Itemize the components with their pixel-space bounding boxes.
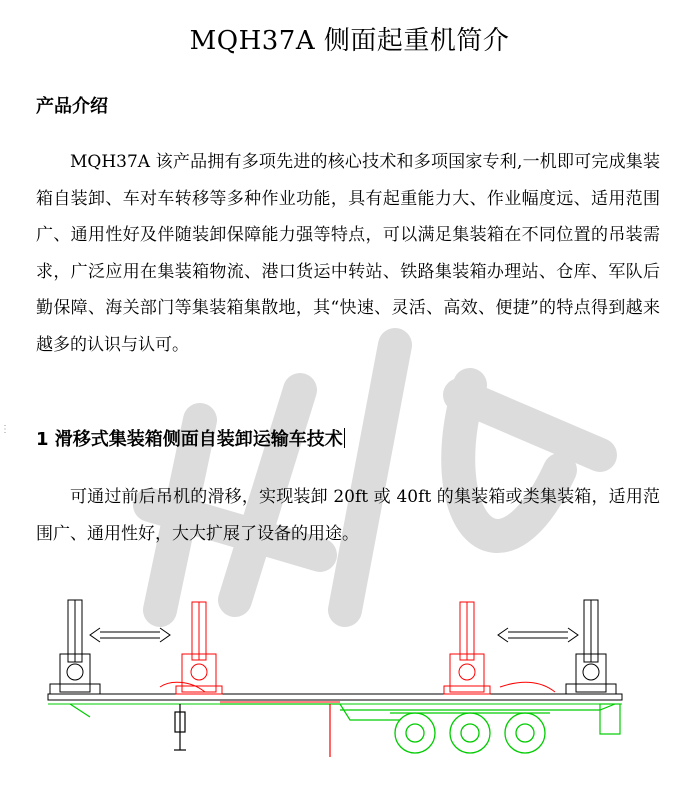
crane-left-inner (176, 602, 222, 694)
crane-right-inner (444, 602, 490, 694)
section-heading-text: 1 滑移式集装箱侧面自装卸运输车技术 (36, 429, 343, 450)
slide-arrow-left-icon (90, 628, 170, 642)
section-paragraph: 可通过前后吊机的滑移，实现装卸 20ft 或 40ft 的集装箱或类集装箱，适用范围广、通用性好，大大扩展了设备的用途。 (36, 487, 660, 544)
intro-paragraph: MQH37A 该产品拥有多项先进的核心技术和多项国家专利,一机即可完成集装箱自装卸、车对车转移等多种作业功能，具有起重能力大、作业幅度远、适用范围广、通用性好及伴随装卸保障能力强等特点，可以满足集装箱在不同位置的吊装需求，广泛应用在集装箱物流、港口货运中转站、铁路集装箱办理站、仓库、军队后勤保障、海关部门等集装箱集散地，其“快速、灵活、高效、便捷”的特点得到越来越多的认识与认可。 (36, 152, 660, 355)
side-lifter-drawing (40, 592, 672, 772)
document-title: MQH37A 侧面起重机简介 (189, 26, 510, 56)
landing-leg (174, 704, 186, 750)
section-heading (36, 425, 345, 451)
wheel-group (390, 713, 550, 753)
text-cursor (344, 428, 345, 448)
slide-arrow-right-icon (498, 628, 578, 642)
crane-right-outer (566, 600, 616, 694)
crane-left-outer (50, 600, 100, 694)
intro-heading: 产品介绍 (36, 96, 108, 117)
trailer-deck (48, 682, 622, 704)
paragraph-move-handle-icon[interactable]: ⋮ (0, 424, 10, 435)
